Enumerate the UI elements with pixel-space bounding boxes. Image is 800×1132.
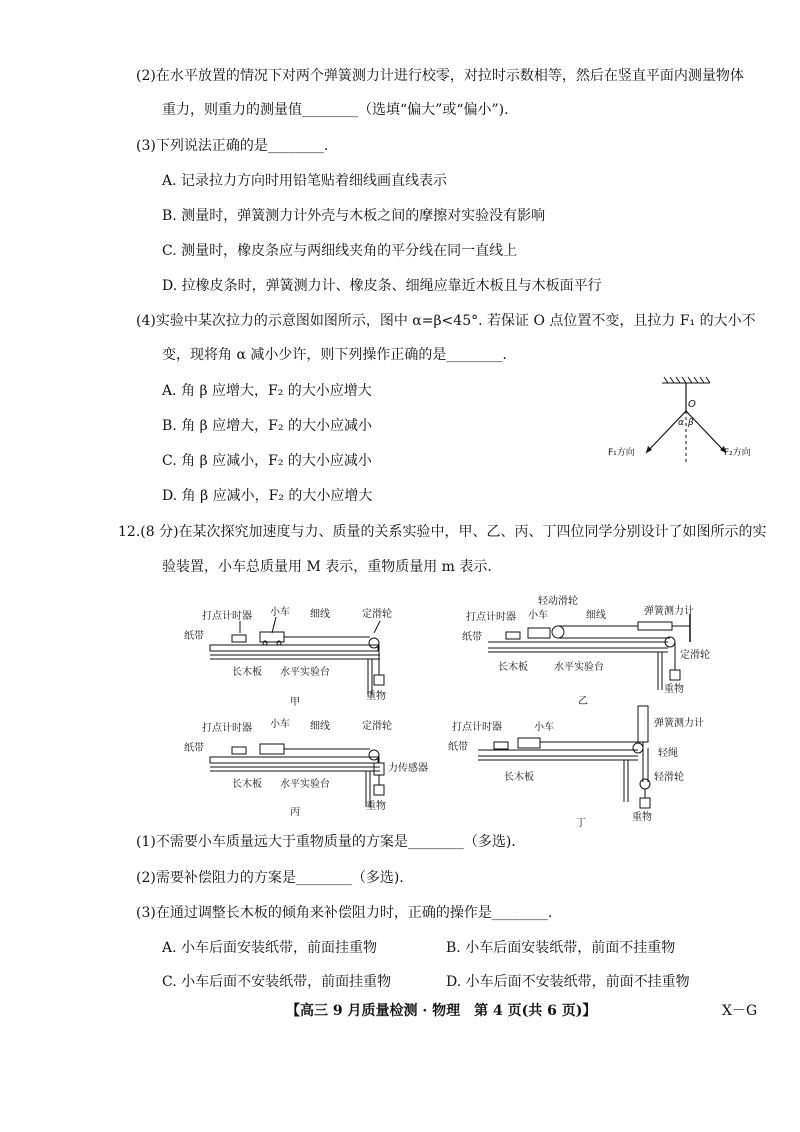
figure-jia xyxy=(180,605,420,710)
q12-stem-line1: 12.(8 分)在某次探究加速度与力、质量的关系实验中，甲、乙、丙、丁四位同学分别设计了如图所示的实 xyxy=(118,524,767,540)
q11-part3-option-d: D. 拉橡皮条时，弹簧测力计、橡皮条、细绳应靠近木板且与木板面平行 xyxy=(162,278,602,294)
q11-part4-option-d: D. 角 β 应减小，F₂ 的大小应增大 xyxy=(162,488,373,504)
board-label: 长木板 xyxy=(232,779,262,790)
f2-direction-label: F₂方向 xyxy=(724,448,751,458)
timer-label: 打点计时器 xyxy=(452,722,502,733)
fixed-pulley xyxy=(369,638,379,648)
angle-beta-label: β xyxy=(688,418,694,428)
weight xyxy=(670,670,680,680)
q11-part4-option-b: B. 角 β 应增大，F₂ 的大小应减小 xyxy=(162,418,372,434)
q11-part4-line2: 变，现将角 α 减小少许，则下列操作正确的是________. xyxy=(162,347,507,363)
weight xyxy=(640,798,650,808)
board-label: 长木板 xyxy=(232,667,262,678)
q11-part3-option-a: A. 记录拉力方向时用铅笔贴着细线画直线表示 xyxy=(162,173,448,189)
force-diagram xyxy=(606,375,766,475)
table-label: 水平实验台 xyxy=(554,662,604,673)
timer-label: 打点计时器 xyxy=(202,723,252,734)
q11-part4-line1: (4)实验中某次拉力的示意图如图所示，图中 α=β<45°. 若保证 O 点位置不变，且拉力 F₁ 的大小不 xyxy=(136,313,756,329)
page-footer: 【高三 9 月质量检测 · 物理 第 4 页(共 6 页)】 xyxy=(286,1003,597,1019)
tape-label: 纸带 xyxy=(184,631,204,642)
q12-part1: (1)不需要小车质量远大于重物质量的方案是________（多选). xyxy=(136,834,516,850)
q12-part3: (3)在通过调整长木板的倾角来补偿阻力时，正确的操作是________. xyxy=(136,905,553,921)
q11-part4-option-c: C. 角 β 应减小，F₂ 的大小应减小 xyxy=(162,453,372,469)
light-pulley-label: 轻动滑轮 xyxy=(538,596,578,607)
figure-ding xyxy=(448,702,728,830)
string-label: 细线 xyxy=(310,609,330,620)
f1-direction-label: F₁方向 xyxy=(608,448,635,458)
light-pulley-label: 轻滑轮 xyxy=(654,772,684,783)
q12-option-c: C. 小车后面不安装纸带，前面挂重物 xyxy=(162,974,392,990)
angle-alpha-label: α xyxy=(678,418,684,428)
pulley-label: 定滑轮 xyxy=(362,721,392,732)
string-label: 细线 xyxy=(586,610,606,621)
q12-option-a: A. 小车后面安装纸带，前面挂重物 xyxy=(162,940,378,956)
movable-pulley xyxy=(552,626,564,638)
rope-label: 轻绳 xyxy=(658,748,678,759)
long-board xyxy=(210,645,378,651)
cart-label: 小车 xyxy=(528,610,548,621)
pulley-label: 定滑轮 xyxy=(680,650,710,661)
board-label: 长木板 xyxy=(498,662,528,673)
board-label: 长木板 xyxy=(504,772,534,783)
weight xyxy=(374,785,384,795)
light-pulley xyxy=(640,779,650,789)
weight-label: 重物 xyxy=(366,801,386,812)
q11-part4-option-a: A. 角 β 应增大，F₂ 的大小应增大 xyxy=(162,383,372,399)
cart xyxy=(260,632,284,642)
string-label: 细线 xyxy=(310,721,330,732)
weight-label: 重物 xyxy=(664,684,684,695)
cart xyxy=(260,744,284,754)
figure-caption: 甲 xyxy=(290,697,300,708)
cart-label: 小车 xyxy=(534,722,554,733)
point-o-label: O xyxy=(688,399,696,410)
scale-label: 弹簧测力计 xyxy=(654,718,704,729)
figure-caption: 丙 xyxy=(290,807,300,818)
fixed-pulley xyxy=(369,750,379,760)
weight-label: 重物 xyxy=(366,691,386,702)
force-sensor xyxy=(374,763,384,775)
q11-part2-line2: 重力，则重力的测量值________（选填“偏大”或“偏小”). xyxy=(162,102,509,118)
timer-label: 打点计时器 xyxy=(466,612,516,623)
q12-option-d: D. 小车后面不安装纸带，前面不挂重物 xyxy=(446,974,690,990)
weight-label: 重物 xyxy=(632,812,652,823)
cart-label: 小车 xyxy=(270,719,290,730)
q12-part2: (2)需要补偿阻力的方案是________（多选). xyxy=(136,870,404,886)
figure-caption: 丁 xyxy=(576,818,586,829)
q11-part3-stem: (3)下列说法正确的是________. xyxy=(136,138,329,154)
ceiling-hatch xyxy=(662,377,710,383)
cart-label: 小车 xyxy=(270,607,290,618)
scale-label: 弹簧测力计 xyxy=(644,606,694,617)
tape-label: 纸带 xyxy=(184,743,204,754)
q11-part3-option-c: C. 测量时，橡皮条应与两细线夹角的平分线在同一直线上 xyxy=(162,243,518,259)
q12-stem-line2: 验装置，小车总质量用 M 表示，重物质量用 m 表示. xyxy=(162,559,492,575)
tape-label: 纸带 xyxy=(462,632,482,643)
paper-code: X－G xyxy=(722,1003,758,1019)
figure-bing xyxy=(180,717,428,818)
tape-label: 纸带 xyxy=(448,742,468,753)
weight xyxy=(374,675,384,685)
timer-label: 打点计时器 xyxy=(202,611,252,622)
q11-part3-option-b: B. 测量时，弹簧测力计外壳与木板之间的摩擦对实验没有影响 xyxy=(162,208,546,224)
spring-scale xyxy=(638,706,648,742)
pulley-label: 定滑轮 xyxy=(362,609,392,620)
spring-scale xyxy=(638,622,672,630)
table-label: 水平实验台 xyxy=(280,667,330,678)
sensor-label: 力传感器 xyxy=(388,763,428,774)
cart xyxy=(518,738,540,748)
q12-option-b: B. 小车后面安装纸带，前面不挂重物 xyxy=(446,940,676,956)
cart xyxy=(528,628,550,638)
table-label: 水平实验台 xyxy=(280,779,330,790)
q11-part2-line1: (2)在水平放置的情况下对两个弹簧测力计进行校零，对拉时示数相等，然后在竖直平面内测量物体 xyxy=(136,68,744,84)
timer-box xyxy=(232,635,246,642)
figure-yi xyxy=(458,592,728,707)
figure-caption: 乙 xyxy=(578,696,588,707)
